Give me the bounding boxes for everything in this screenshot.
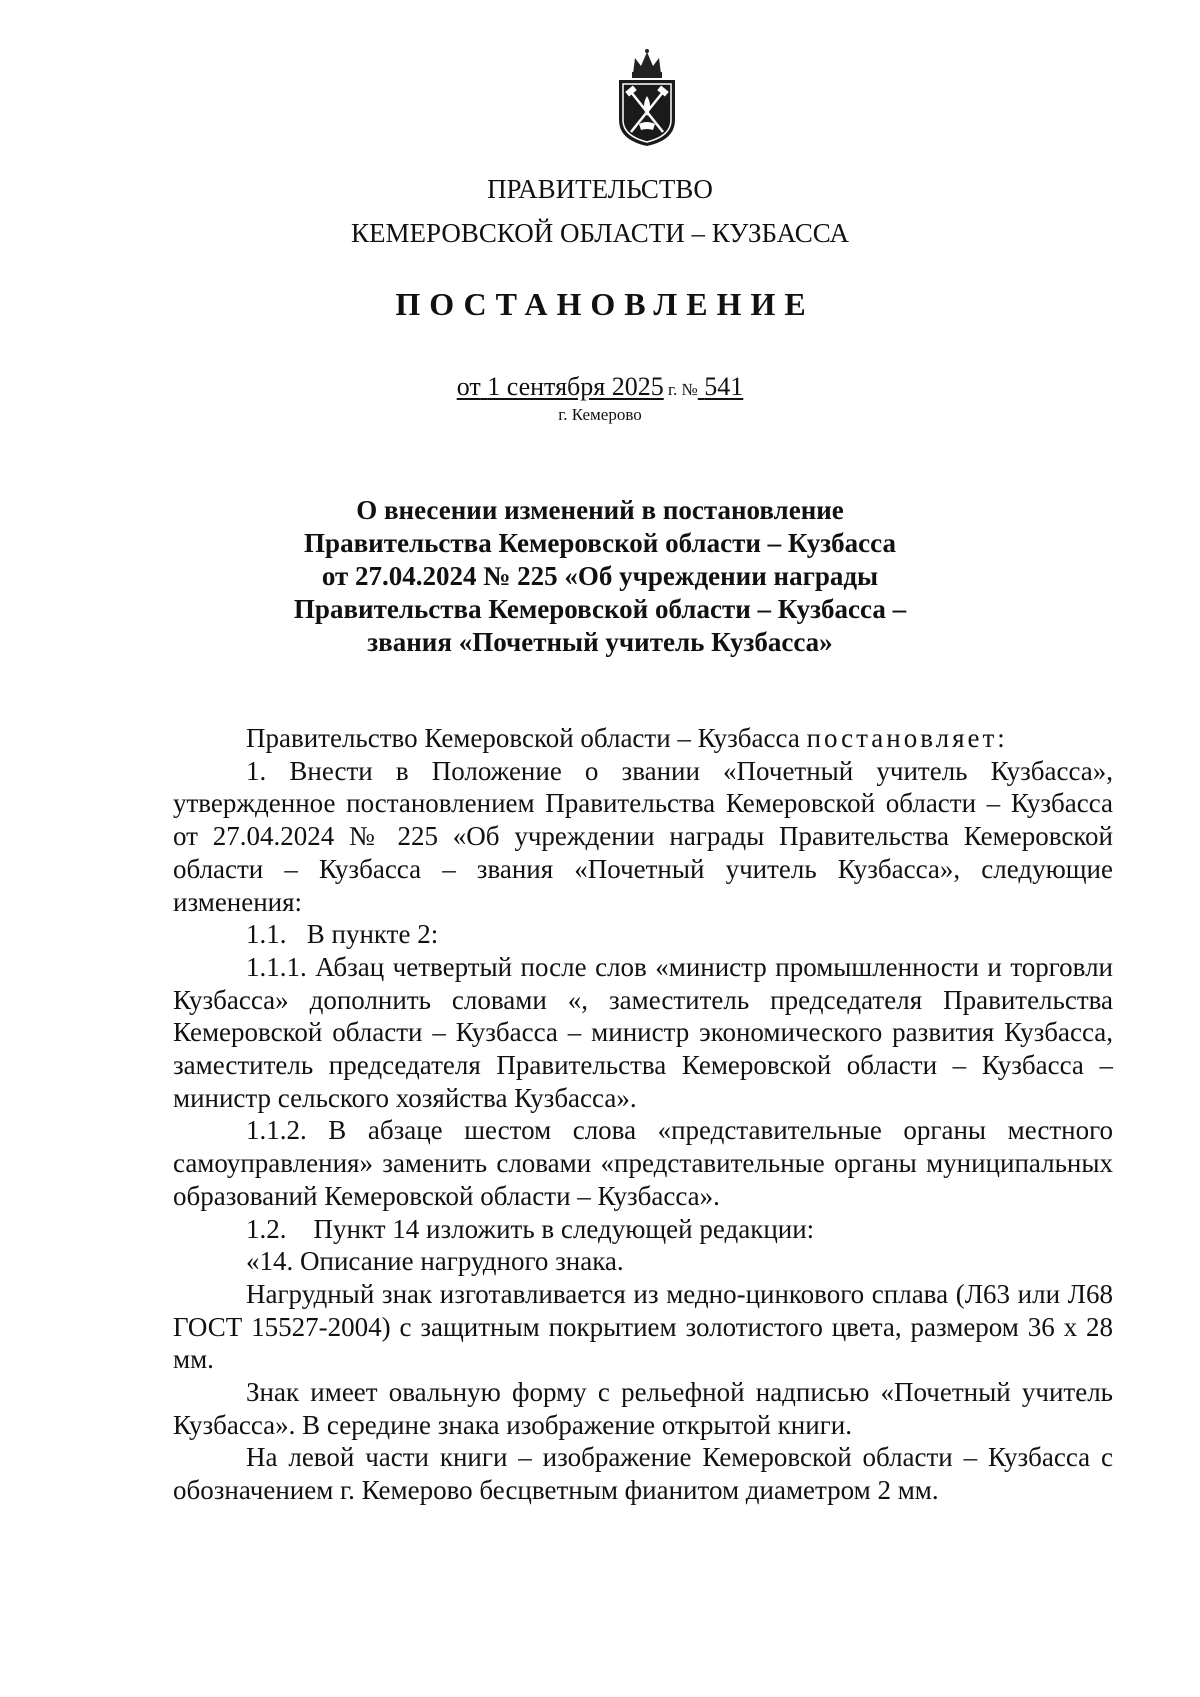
- body-paragraph: Нагрудный знак изготавливается из медно-цинкового сплава (Л63 или Л68 ГОСТ 15527-2004) с защитным покрытием золотистого цвета, размером 36 х 28 мм.: [173, 1278, 1113, 1375]
- coat-of-arms-icon: [611, 48, 683, 148]
- date-underlined: [457, 372, 664, 401]
- decree-word: постановляет:: [806, 723, 1008, 753]
- document-body: [173, 722, 1113, 1507]
- body-paragraph: На левой части книги – изображение Кемеровской области – Кузбасса с обозначением г. Кемерово бесцветным фианитом диаметром 2 мм.: [173, 1442, 1113, 1506]
- document-number: [698, 372, 744, 401]
- body-paragraph: «14. Описание нагрудного знака.: [246, 1246, 624, 1277]
- body-paragraph: 1. Внести в Положение о звании «Почетный учитель Кузбасса», утвержденное постановлением Правительства Кемеровской области – Кузбасса от 27.04.2024 № 225 «Об учреждении награды Правительства Кемеровской области – Кузбасса – звания «Почетный учитель Кузбасса», следующие изменения:: [173, 755, 1113, 917]
- number-sign: №: [681, 380, 698, 399]
- government-name-line1: ПРАВИТЕЛЬСТВО: [487, 174, 713, 204]
- document-city: г. Кемерово: [558, 405, 642, 424]
- body-paragraph: Знак имеет овальную форму с рельефной надписью «Почетный учитель Кузбасса». В середине знака изображение открытой книги.: [173, 1377, 1113, 1440]
- body-paragraph: 1.1.2. В абзаце шестом слова «представительные органы местного самоуправления» заменить словами «представительные органы муниципальных образований Кемеровской области – Кузбасса».: [173, 1115, 1113, 1211]
- body-paragraph: 1.1. В пункте 2:: [246, 919, 439, 950]
- date-value: 1 сентября 2025: [487, 372, 664, 401]
- title-line: Правительства Кемеровской области – Кузбасса: [304, 528, 896, 558]
- title-line: звания «Почетный учитель Кузбасса»: [367, 627, 833, 657]
- body-intro: [173, 722, 1113, 755]
- document-number-value: 541: [704, 372, 744, 401]
- year-suffix: г.: [667, 380, 678, 399]
- body-intro-text: Правительство Кемеровской области – Кузбасса: [246, 723, 800, 753]
- date-prefix: от: [456, 372, 481, 401]
- document-date-number: [0, 371, 1200, 406]
- government-name-line2: КЕМЕРОВСКОЙ ОБЛАСТИ – КУЗБАССА: [351, 218, 849, 248]
- document-title: [0, 494, 1200, 659]
- document-type-heading: ПОСТАНОВЛЕНИЕ: [395, 286, 815, 322]
- title-line: О внесении изменений в постановление: [356, 495, 844, 525]
- body-paragraph: 1.2. Пункт 14 изложить в следующей редакции:: [246, 1213, 815, 1244]
- body-paragraph: 1.1.1. Абзац четвертый после слов «министр промышленности и торговли Кузбасса» дополнить словами «, заместитель председателя Правительства Кемеровской области – Кузбасса – министр экономического развития Кузбасса, заместитель председателя Правительства Кемеровской области – Кузбасса – министр сельского хозяйства Кузбасса».: [173, 951, 1113, 1113]
- title-line: от 27.04.2024 № 225 «Об учреждении награды: [321, 561, 879, 591]
- title-line: Правительства Кемеровской области – Кузбасса –: [293, 594, 907, 624]
